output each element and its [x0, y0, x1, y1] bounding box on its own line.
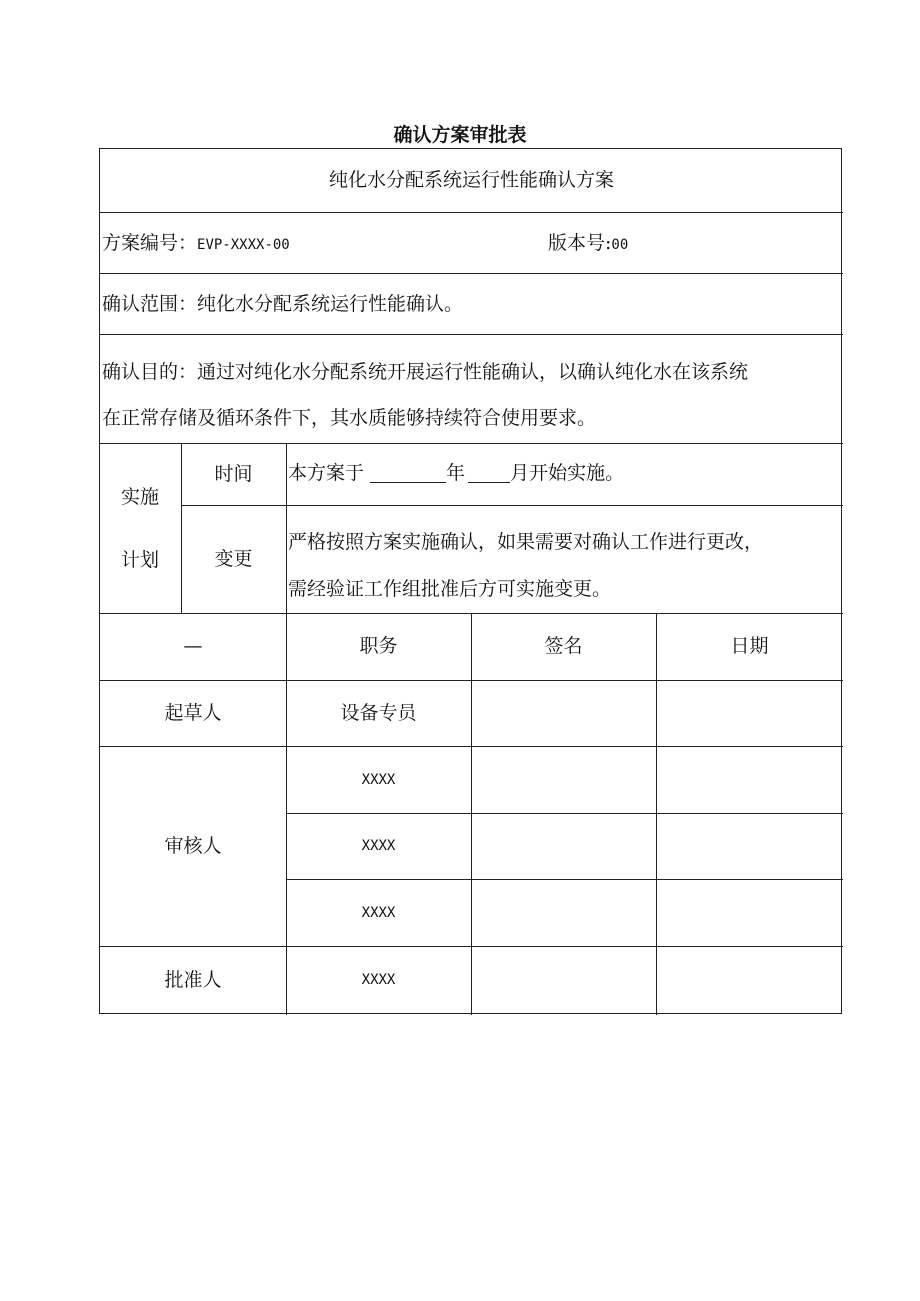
- plan-number-label: 方案编号：: [102, 232, 198, 254]
- change-line-2: 需经验证工作组批准后方可实施变更。: [288, 578, 612, 600]
- purpose-line-2: 在正常存储及循环条件下，其水质能够持续符合使用要求。: [102, 407, 597, 429]
- reviewer-signature-cell[interactable]: [471, 746, 656, 813]
- plan-name: 纯化水分配系统运行性能确认方案: [328, 169, 614, 191]
- header-signature: 签名: [544, 635, 583, 657]
- reviewer-position-3: XXXX: [361, 904, 396, 921]
- version-label: 版本号:: [548, 232, 612, 254]
- reviewer-signature-cell[interactable]: [471, 879, 656, 946]
- approver-signature-cell[interactable]: [471, 946, 656, 1014]
- drafter-position: 设备专员: [340, 701, 417, 724]
- reviewer-role: 审核人: [164, 834, 222, 857]
- reviewer-date-cell[interactable]: [656, 746, 843, 813]
- header-dash: —: [183, 635, 203, 657]
- implementation-label-line-1: 实施: [121, 486, 160, 508]
- approver-role: 批准人: [164, 968, 222, 991]
- form-title: 确认方案审批表: [393, 124, 527, 146]
- drafter-date-cell[interactable]: [656, 680, 843, 746]
- change-label: 变更: [214, 547, 253, 570]
- month-blank[interactable]: [468, 464, 510, 483]
- divider: [100, 334, 843, 335]
- reviewer-date-cell[interactable]: [656, 813, 843, 879]
- approval-form: [99, 148, 842, 1014]
- year-blank[interactable]: [370, 464, 446, 483]
- approver-date-cell[interactable]: [656, 946, 843, 1014]
- reviewer-signature-cell[interactable]: [471, 813, 656, 879]
- version-field: [548, 234, 628, 253]
- time-text: [288, 464, 624, 483]
- drafter-role: 起草人: [164, 701, 222, 724]
- reviewer-position-2: XXXX: [361, 838, 396, 854]
- header-date: 日期: [730, 635, 769, 657]
- plan-number-value: EVP-XXXX-00: [197, 237, 290, 253]
- header-position: 职务: [359, 635, 398, 657]
- divider: [100, 273, 843, 274]
- plan-number-field: [102, 234, 290, 253]
- scope-text: 确认范围：纯化水分配系统运行性能确认。: [102, 293, 464, 315]
- implementation-label-line-2: 计划: [121, 549, 160, 571]
- divider: [286, 443, 287, 613]
- change-line-1: 严格按照方案实施确认，如果需要对确认工作进行更改，: [288, 531, 764, 553]
- time-text-prefix: 本方案于: [288, 462, 371, 484]
- version-value: 00: [611, 237, 629, 253]
- divider: [100, 212, 843, 213]
- approver-position: XXXX: [361, 972, 396, 988]
- year-suffix: 年: [446, 462, 466, 484]
- reviewer-position-1: XXXX: [361, 771, 396, 788]
- drafter-signature-cell[interactable]: [471, 680, 656, 746]
- purpose-line-1: 确认目的：通过对纯化水分配系统开展运行性能确认，以确认纯化水在该系统: [102, 361, 749, 383]
- time-label: 时间: [214, 462, 253, 485]
- reviewer-date-cell[interactable]: [656, 879, 843, 946]
- month-suffix: 月开始实施。: [510, 462, 625, 484]
